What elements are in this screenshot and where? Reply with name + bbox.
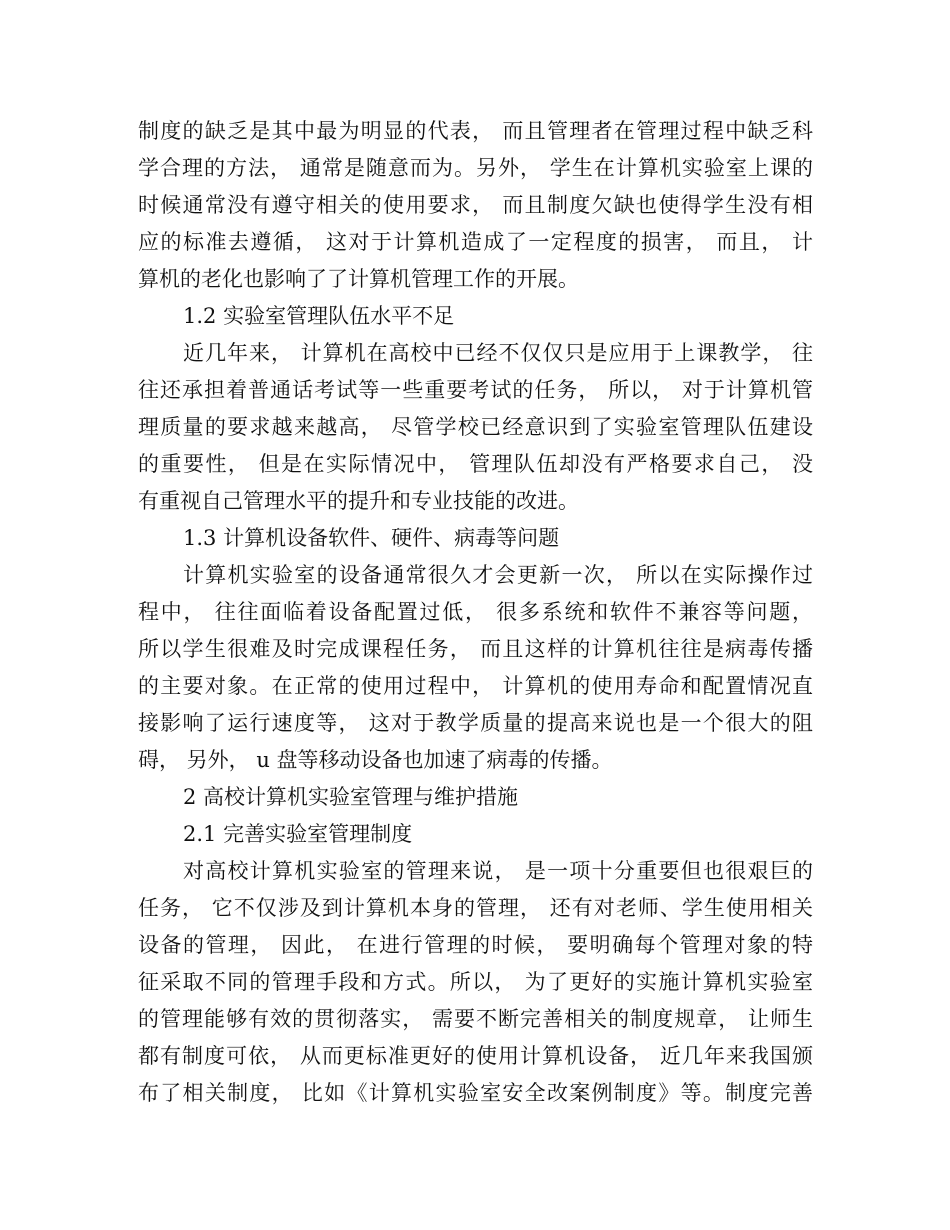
section-heading: 1.2 实验室管理队伍水平不足 — [183, 304, 455, 328]
paragraph-line: 学合理的方法， 通常是随意而为。另外， 学生在计算机实验室上课的 — [138, 156, 813, 180]
paragraph-line: 设备的管理， 因此， 在进行管理的时候， 要明确每个管理对象的特 — [138, 933, 813, 957]
paragraph-line: 征采取不同的管理手段和方式。所以， 为了更好的实施计算机实验室 — [138, 970, 813, 994]
paragraph-line: 理质量的要求越来越高， 尽管学校已经意识到了实验室管理队伍建设 — [138, 415, 813, 439]
paragraph-line: 近几年来， 计算机在高校中已经不仅仅只是应用于上课教学， 往 — [183, 341, 813, 365]
paragraph-line: 程中， 往往面临着设备配置过低， 很多系统和软件不兼容等问题， — [138, 600, 813, 624]
paragraph-line: 都有制度可依， 从而更标准更好的使用计算机设备， 近几年来我国颁 — [138, 1044, 813, 1068]
paragraph-line: 往还承担着普通话考试等一些重要考试的任务， 所以， 对于计算机管 — [138, 378, 813, 402]
paragraph-line: 应的标准去遵循， 这对于计算机造成了一定程度的损害， 而且， 计 — [138, 230, 813, 254]
paragraph-line: 对高校计算机实验室的管理来说， 是一项十分重要但也很艰巨的 — [183, 859, 813, 883]
section-heading: 2 高校计算机实验室管理与维护措施 — [183, 785, 519, 809]
paragraph-line: 碍， 另外， u 盘等移动设备也加速了病毒的传播。 — [138, 748, 613, 772]
paragraph-line: 接影响了运行速度等， 这对于教学质量的提高来说也是一个很大的阻 — [138, 711, 813, 735]
paragraph-line: 制度的缺乏是其中最为明显的代表， 而且管理者在管理过程中缺乏科 — [138, 119, 813, 143]
paragraph-line: 算机的老化也影响了了计算机管理工作的开展。 — [138, 267, 579, 291]
subsection-heading: 2.1 完善实验室管理制度 — [183, 822, 413, 846]
paragraph-line: 任务， 它不仅涉及到计算机本身的管理， 还有对老师、学生使用相关 — [138, 896, 813, 920]
paragraph-line: 计算机实验室的设备通常很久才会更新一次， 所以在实际操作过 — [183, 563, 813, 587]
paragraph-line: 的重要性， 但是在实际情况中， 管理队伍却没有严格要求自己， 没 — [138, 452, 813, 476]
paragraph-line: 时候通常没有遵守相关的使用要求， 而且制度欠缺也使得学生没有相 — [138, 193, 813, 217]
paragraph-line: 的主要对象。在正常的使用过程中， 计算机的使用寿命和配置情况直 — [138, 674, 813, 698]
section-heading: 1.3 计算机设备软件、硬件、病毒等问题 — [183, 526, 560, 550]
paragraph-line: 所以学生很难及时完成课程任务， 而且这样的计算机往往是病毒传播 — [138, 637, 813, 661]
paragraph-line: 的管理能够有效的贯彻落实， 需要不断完善相关的制度规章， 让师生 — [138, 1007, 813, 1031]
paragraph-line: 布了相关制度， 比如《计算机实验室安全改案例制度》等。制度完善 — [138, 1081, 813, 1105]
paragraph-line: 有重视自己管理水平的提升和专业技能的改进。 — [138, 489, 579, 513]
